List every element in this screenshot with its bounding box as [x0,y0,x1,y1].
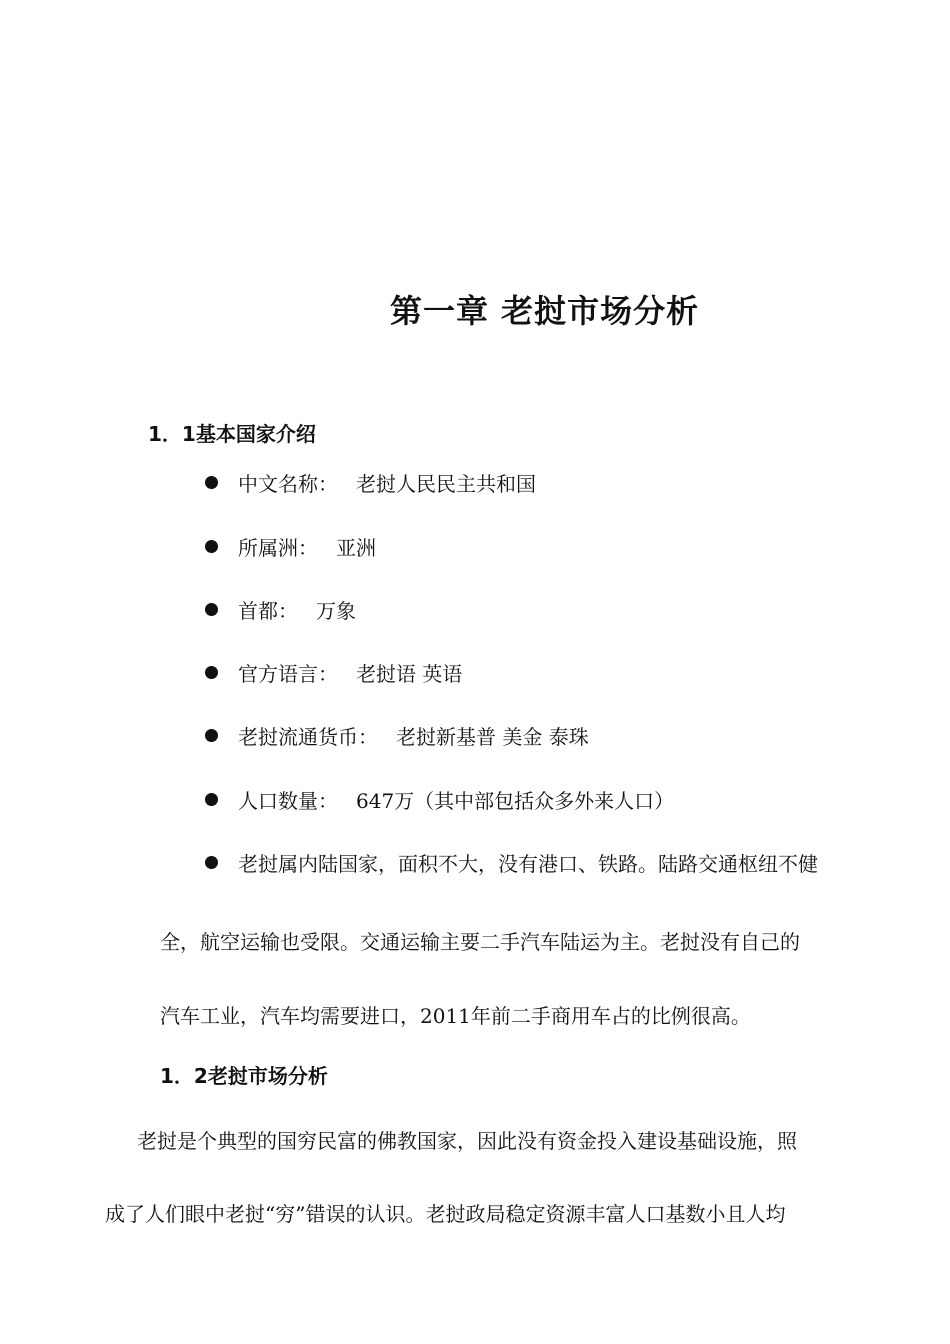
bullet-label: 人口数量： [238,789,338,813]
bullet-item-language [205,658,462,687]
bullet-value: 亚洲 [336,536,376,560]
transport-line-2: 全，航空运输也受限。交通运输主要二手汽车陆运为主。老挝没有自己的 [160,930,800,954]
bullet-value: 老挝新基普 美金 泰珠 [396,725,589,749]
bullet-dot-icon [205,540,218,553]
bullet-dot-icon [205,603,218,616]
bullet-dot-icon [205,666,218,679]
bullet-dot-icon [205,793,218,806]
transport-line-3: 汽车工业，汽车均需要进口，2011年前二手商用车占的比例很高。 [160,1004,751,1028]
bullet-item-chinese-name [205,468,536,497]
bullet-item-capital [205,595,356,624]
bullet-value: 647万（其中部包括众多外来人口） [356,789,675,813]
bullet-label: 老挝流通货币： [238,725,378,749]
bullet-dot-icon [205,476,218,489]
bullet-dot-icon [205,856,218,869]
bullet-label: 首都： [238,599,298,623]
bullet-item-population [205,785,674,814]
bullet-label: 中文名称： [238,472,338,496]
paragraph-line-1: 老挝是个典型的国穷民富的佛教国家，因此没有资金投入建设基础设施，照 [137,1129,797,1153]
bullet-dot-icon [205,729,218,742]
bullet-item-transport [205,848,818,877]
bullet-item-currency [205,721,589,750]
chapter-title: 第一章 老挝市场分析 [390,292,700,330]
bullet-value: 老挝人民民主共和国 [356,472,536,496]
bullet-item-continent [205,532,376,561]
bullet-value: 万象 [316,599,356,623]
transport-line-1: 老挝属内陆国家，面积不大，没有港口、铁路。陆路交通枢纽不健 [238,852,818,876]
section-heading-1-2: 1．2老挝市场分析 [160,1064,328,1088]
paragraph-line-2: 成了人们眼中老挝“穷”错误的认识。老挝政局稳定资源丰富人口基数小且人均 [105,1202,786,1226]
bullet-label: 官方语言： [238,662,338,686]
section-heading-1-1: 1．1基本国家介绍 [148,422,316,446]
bullet-label: 所属洲： [238,536,318,560]
bullet-value: 老挝语 英语 [356,662,463,686]
